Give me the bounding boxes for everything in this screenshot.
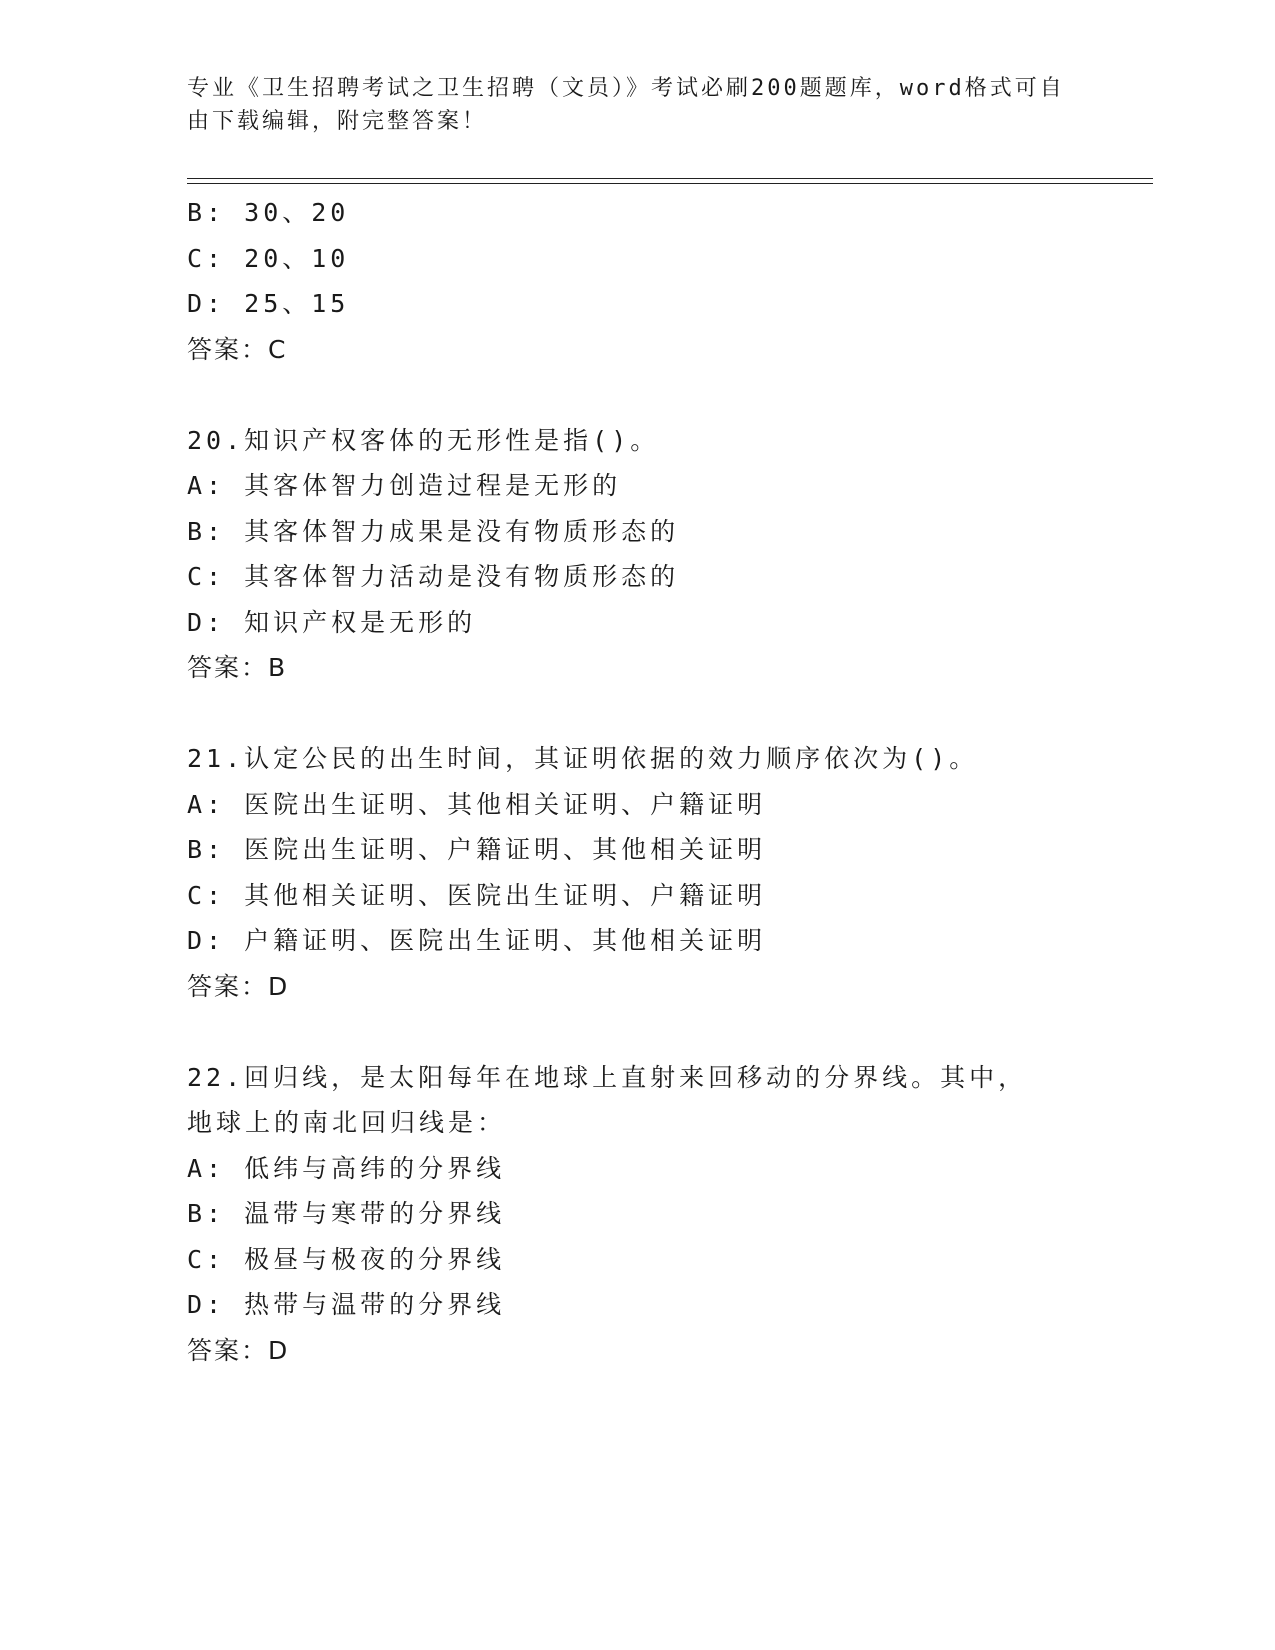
option-d: D: 25、15	[187, 289, 350, 318]
question-21	[187, 736, 1087, 1009]
option-d: D: 知识产权是无形的	[187, 607, 477, 637]
option-b: B: 医院出生证明、户籍证明、其他相关证明	[187, 835, 767, 864]
question-stem: 21.认定公民的出生时间，其证明依据的效力顺序依次为()。	[187, 744, 979, 773]
question-22	[187, 1055, 1087, 1374]
option-c: C: 极昼与极夜的分界线	[187, 1244, 506, 1274]
question-stem: 20.知识产权客体的无形性是指()。	[187, 425, 660, 455]
answer-line: 答案：D	[187, 1335, 290, 1365]
option-b: B: 其客体智力成果是没有物质形态的	[187, 516, 680, 546]
option-b: B: 温带与寒带的分界线	[187, 1199, 506, 1228]
answer-line: 答案：B	[187, 653, 288, 682]
option-a: A: 其客体智力创造过程是无形的	[187, 471, 622, 500]
option-c: C: 20、10	[187, 243, 350, 273]
option-c: C: 其客体智力活动是没有物质形态的	[187, 562, 680, 591]
answer-line: 答案：D	[187, 971, 290, 1001]
question-content	[187, 190, 1087, 1373]
spacer	[187, 372, 1087, 418]
header-rule-top	[187, 178, 1153, 179]
option-b: B: 30、20	[187, 198, 350, 227]
previous-question-block	[187, 190, 1087, 372]
option-d: D: 户籍证明、医院出生证明、其他相关证明	[187, 926, 767, 955]
spacer	[187, 1009, 1087, 1055]
question-20	[187, 418, 1087, 691]
document-header: 专业《卫生招聘考试之卫生招聘（文员）》考试必刷200题题库，word格式可自由下载编辑，附完整答案！	[187, 76, 1065, 134]
header-rule-bottom	[187, 183, 1153, 184]
option-d: D: 热带与温带的分界线	[187, 1290, 506, 1319]
answer-line: 答案：C	[187, 334, 288, 364]
option-a: A: 低纬与高纬的分界线	[187, 1153, 506, 1183]
question-stem: 22.回归线，是太阳每年在地球上直射来回移动的分界线。其中，地球上的南北回归线是：	[187, 1062, 1028, 1137]
option-c: C: 其他相关证明、医院出生证明、户籍证明	[187, 880, 767, 910]
option-a: A: 医院出生证明、其他相关证明、户籍证明	[187, 789, 767, 819]
spacer	[187, 691, 1087, 737]
